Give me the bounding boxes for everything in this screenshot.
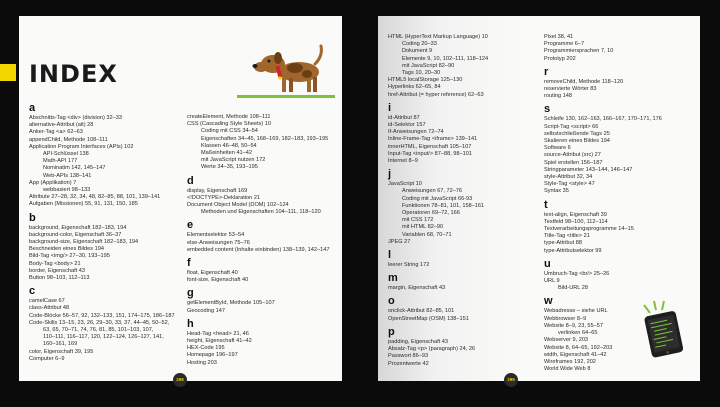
index-entry: display, Eigenschaft 169	[187, 187, 248, 194]
index-entry: World Wide Web 8	[544, 366, 591, 373]
index-section-letter: d	[187, 174, 194, 187]
page-number-left: 298	[173, 373, 187, 387]
index-entry: Stringparameter 143–144, 146–147	[544, 166, 633, 173]
index-entry: Prozentwerte 42	[388, 360, 429, 367]
index-section-letter: r	[544, 65, 549, 78]
index-subentry: mit JavaScript nutzen 172	[201, 157, 266, 164]
index-section-letter: f	[187, 257, 191, 270]
index-entry: text-align, Eigenschaft 39	[544, 211, 607, 218]
index-entry: selbstschließende Tags 25	[544, 130, 610, 137]
index-entry: margin, Eigenschaft 43	[388, 285, 446, 292]
index-column-left-2	[187, 114, 329, 367]
index-subentry: 110–111, 116–117, 120, 122–124, 126–127, 141,	[43, 334, 164, 341]
index-entry: Webserver 9, 203	[544, 337, 589, 344]
index-subentry: Maßeinheiten 41–42	[201, 150, 253, 157]
index-entry: Absatz-Tag <p> (paragraph) 24, 26	[388, 346, 476, 353]
index-entry: Input-Tag <input/> 87–88, 98–101	[388, 150, 472, 157]
index-entry: JPEG 27	[388, 238, 411, 245]
index-subentry: Coding 20–33	[402, 41, 437, 48]
index-section-letter: w	[544, 295, 553, 308]
index-entry: Button 98–103, 112–113	[29, 275, 90, 282]
index-entry: Textfeld 98–100, 112–114	[544, 218, 608, 225]
index-entry: Syntax 35	[544, 188, 569, 195]
index-section-letter: i	[388, 101, 392, 114]
index-entry: createElement, Methode 108–111	[187, 114, 271, 120]
yellow-edge-marker	[0, 64, 16, 81]
index-subentry: verlinken 64–65	[558, 330, 598, 337]
index-entry: Internet 8–9	[388, 158, 418, 165]
index-entry: Script-Tag <script> 66	[544, 123, 599, 130]
index-entry: Geocoding 147	[187, 307, 225, 314]
index-entry: Programme 6–7	[544, 41, 585, 48]
index-entry: float, Eigenschaft 40	[187, 270, 238, 277]
index-subentry: Anweisungen 67, 72–76	[402, 188, 463, 195]
index-subentry: mit JavaScript 82–90	[402, 62, 455, 69]
index-entry: width, Eigenschaft 41–42	[544, 351, 607, 358]
right-page	[378, 16, 700, 381]
index-subentry: Eigenschaften 34–45, 168–169, 182–183, 193–195	[201, 135, 329, 142]
index-entry: If-Anweisungen 72–74	[388, 129, 444, 136]
index-column-right-1	[388, 34, 488, 368]
index-entry: source-Attribut (src) 27	[544, 152, 601, 159]
index-entry: background-size, Eigenschaft 182–183, 194	[29, 239, 139, 246]
index-entry: HTML5 localStorage 125–130	[388, 77, 463, 84]
index-subentry: 63, 65, 70–71, 74, 76, 81, 85, 101–103, 107,	[43, 327, 154, 334]
index-entry: href-Attribut (= hyper reference) 62–63	[388, 91, 484, 98]
index-section-letter: h	[187, 317, 194, 330]
index-entry: CSS (Cascading Style Sheets) 10	[187, 121, 271, 128]
index-section-letter: l	[388, 249, 392, 262]
index-entry: camelCase 67	[29, 298, 65, 305]
index-entry: HEX-Code 195	[187, 345, 225, 352]
index-entry: Programmiersprachen 7, 10	[544, 48, 614, 55]
index-subentry: webbasiert 98–133	[43, 187, 91, 194]
index-entry: Aufgaben (Missionen) 55, 91, 131, 150, 185	[29, 201, 138, 208]
index-subentry: Coding mit CSS 34–54	[201, 128, 258, 135]
index-subentry: API-Schlüssel 138	[43, 151, 89, 158]
index-section-letter: g	[187, 287, 194, 300]
index-subentry: Klassen 46–48, 50–54	[201, 142, 257, 149]
index-entry: Bild-Tag <img/> 27–30, 193–195	[29, 253, 110, 260]
index-entry: Head-Tag <head> 21, 46	[187, 330, 249, 337]
index-entry: innerHTML, Eigenschaft 105–107	[388, 143, 472, 150]
index-entry: background, Eigenschaft 182–183, 194	[29, 224, 127, 231]
index-section-letter: j	[388, 168, 392, 181]
index-subentry: Elemente 9, 10, 102–111, 118–124	[402, 55, 489, 62]
dog-illustration	[237, 38, 337, 96]
index-entry: background-color, Eigenschaft 36–37	[29, 231, 122, 238]
index-entry: Umbruch-Tag <br/> 25–26	[544, 270, 610, 277]
index-entry: Pixel 38, 41	[544, 34, 574, 40]
index-entry: id-Selektor 157	[388, 122, 426, 129]
index-subentry: Nominatim 142, 145–147	[43, 165, 106, 172]
index-entry: getElementById, Methode 105–107	[187, 300, 275, 307]
index-entry: reservierte Wörter 83	[544, 86, 597, 93]
index-subentry: Dokument 9	[402, 48, 433, 55]
index-entry: Wireframes 192, 202	[544, 358, 596, 365]
index-entry: Code-Blöcke 56–57, 92, 132–133, 151, 174–175, 186–187	[29, 312, 175, 319]
index-subentry: mit CSS 172	[402, 217, 434, 224]
index-entry: alternative-Attribut (alt) 28	[29, 122, 94, 129]
index-entry: Code-Skills 13–15, 23, 26, 29–30, 33, 37, 44–45, 50–52,	[29, 319, 170, 326]
tablet-illustration	[640, 299, 690, 359]
index-subentry: Operatoren 69–72, 166	[402, 210, 460, 217]
index-subentry: Web-APIs 138–141	[43, 172, 92, 179]
index-subentry: Bild-URL 28	[558, 285, 588, 292]
index-section-letter: b	[29, 211, 36, 224]
index-subentry: Funktionen 78–81, 101, 158–161	[402, 202, 485, 209]
index-section-letter: t	[544, 198, 548, 211]
index-entry: border, Eigenschaft 43	[29, 267, 85, 274]
index-entry: type-Attribut 88	[544, 240, 582, 247]
index-entry: Body-Tag <body> 21	[29, 260, 81, 267]
index-entry: id-Attribut 87	[388, 114, 420, 121]
index-section-letter: o	[388, 295, 395, 308]
index-entry: type-Attributselektor 99	[544, 247, 602, 254]
index-section-letter: m	[388, 272, 398, 285]
index-entry: Abschnitts-Tag <div> (division) 32–33	[29, 115, 122, 121]
index-entry: else-Anweisungen 75–76	[187, 239, 250, 246]
index-entry: Website 8–9, 23, 55–57	[544, 322, 603, 329]
index-section-letter: p	[388, 325, 395, 338]
index-entry: font-size, Eigenschaft 40	[187, 277, 249, 284]
index-entry: Webbrowser 8–9	[544, 315, 587, 322]
index-entry: height, Eigenschaft 41–42	[187, 338, 252, 345]
index-entry: Application Program Interfaces (APIs) 102	[29, 143, 134, 150]
index-entry: padding, Eigenschaft 43	[388, 338, 449, 345]
index-entry: Passwort 86–93	[388, 353, 429, 360]
index-entry: Anker-Tag <a> 62–63	[29, 129, 83, 136]
index-entry: embedded content (Inhalte einbinden) 138–139, 142–147	[187, 246, 330, 253]
index-entry: Document Object Model (DOM) 102–124	[187, 202, 289, 209]
index-entry: Computer 6–9	[29, 355, 65, 362]
index-entry: Schleife 130, 162–163, 166–167, 170–171, 176	[544, 116, 662, 123]
index-entry: Style-Tag <style> 47	[544, 181, 595, 188]
index-subentry: Methoden und Eigenschaften 104–111, 118–120	[201, 209, 321, 216]
index-section-letter: c	[29, 285, 36, 298]
index-entry: JavaScript 10	[388, 181, 422, 188]
index-entry: HTML (HyperText Markup Language) 10	[388, 34, 488, 40]
index-entry: removeChild, Methode 118–120	[544, 78, 624, 85]
index-subentry: Werte 34–35, 193–195	[201, 164, 258, 171]
index-entry: color, Eigenschaft 39, 195	[29, 348, 94, 355]
index-entry: Hosting 203	[187, 359, 217, 366]
index-subentry: Variablen 68, 70–71	[402, 231, 452, 238]
index-entry: Software 6	[544, 145, 571, 152]
index-subentry: mit HTML 82–90	[402, 224, 444, 231]
index-entry: URL 9	[544, 278, 560, 285]
page-number-right: 299	[504, 373, 518, 387]
index-entry: Elementselektor 53–54	[187, 232, 245, 239]
index-entry: Attribute 27–28, 32, 34, 48, 82–85, 88, 101, 139–141	[29, 194, 161, 201]
index-entry: style-Attribut 32, 34	[544, 174, 593, 181]
index-entry: <!DOCTYPE>-Deklaration 21	[187, 194, 261, 201]
index-entry: appendChild, Methode 108–111	[29, 136, 108, 143]
left-page	[19, 16, 342, 381]
index-entry: Homepage 196–197	[187, 352, 238, 359]
index-entry: Skalieren eines Bildes 194	[544, 138, 610, 145]
index-entry: Hyperlinks 62–65, 84	[388, 84, 441, 91]
index-column-left-1	[29, 102, 175, 363]
index-title: INDEX	[29, 60, 118, 88]
index-section-letter: u	[544, 257, 551, 270]
index-entry: Title-Tag <title> 21	[544, 233, 590, 240]
index-subentry: Coding mit JavaScript 66-93	[402, 195, 473, 202]
index-entry: Spiel erstellen 156–187	[544, 159, 603, 166]
index-subentry: Tags 10, 20–30	[402, 70, 441, 77]
index-entry: App (Applikation) 7	[29, 179, 77, 186]
index-subentry: 160–161, 169	[43, 341, 78, 348]
index-entry: Webadresse – siehe URL	[544, 308, 608, 315]
index-entry: Prototyp 202	[544, 55, 576, 62]
index-entry: routing 148	[544, 93, 572, 100]
index-entry: OpenStreetMap (OSM) 138–151	[388, 315, 469, 322]
index-entry: Beschneiden eines Bildes 194	[29, 246, 104, 253]
index-entry: Website 8, 64–65, 192–203	[544, 344, 613, 351]
index-section-letter: a	[29, 102, 36, 114]
index-entry: Textverarbeitungsprogramme 14–15	[544, 226, 634, 233]
index-subentry: Math-API 177	[43, 158, 78, 165]
index-entry: class-Attribut 48	[29, 305, 70, 312]
index-section-letter: e	[187, 219, 194, 232]
index-entry: Inline-Frame-Tag <iframe> 139–141	[388, 136, 478, 143]
index-section-letter: s	[544, 103, 551, 116]
index-entry: leerer String 172	[388, 262, 430, 269]
index-entry: onclick-Attribut 82–85, 101	[388, 308, 455, 315]
